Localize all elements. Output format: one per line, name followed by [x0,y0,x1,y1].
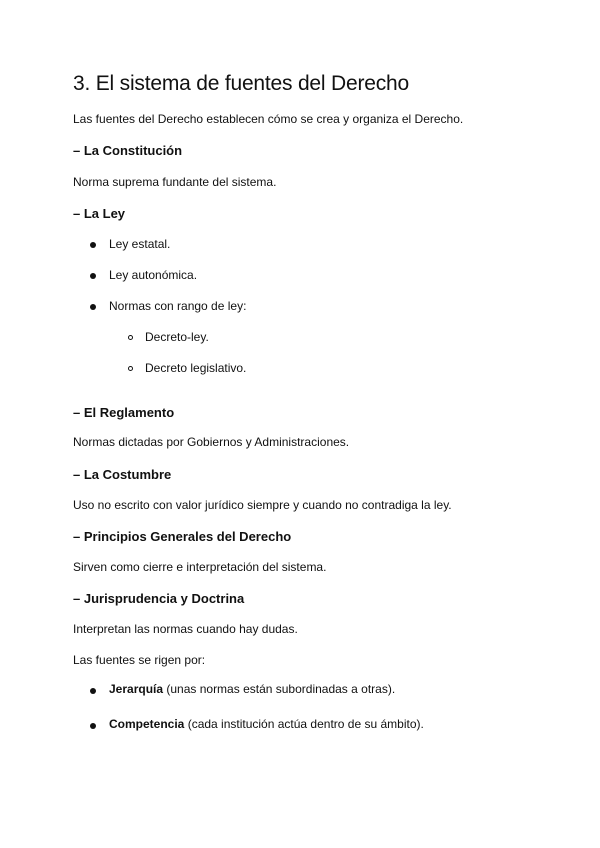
heading-ley: – La Ley [73,206,126,221]
list-item-competencia [109,717,424,731]
bullet-dot [90,688,96,694]
term-competencia: Competencia [109,717,185,731]
term-jerarquia: Jerarquía [109,682,164,696]
text-costumbre: Uso no escrito con valor jurídico siempre y cuando no contradiga la ley. [73,498,452,512]
list-item-ley-autonomica: Ley autonómica. [109,268,198,282]
text-principios: Sirven como cierre e interpretación del sistema. [73,560,327,574]
heading-costumbre: – La Costumbre [73,467,172,482]
desc-competencia: (cada institución actúa dentro de su ámbito). [184,717,424,731]
heading-jurisprudencia: – Jurisprudencia y Doctrina [73,591,245,606]
desc-jerarquia: (unas normas están subordinadas a otras). [163,682,396,696]
bullet-dot [90,723,96,729]
list-item-normas-rango-ley: Normas con rango de ley: [109,299,247,313]
text-constitucion: Norma suprema fundante del sistema. [73,175,277,189]
bullet-dot [90,242,96,248]
text-jurisprudencia: Interpretan las normas cuando hay dudas. [73,622,298,636]
heading-constitucion: – La Constitución [73,143,183,158]
list-item-jerarquia [109,682,395,696]
heading-principios: – Principios Generales del Derecho [73,529,292,544]
bullet-dot [90,273,96,279]
text-rigen: Las fuentes se rigen por: [73,653,206,667]
bullet-dot [90,304,96,310]
heading-reglamento: – El Reglamento [73,405,175,420]
list-item-ley-estatal: Ley estatal. [109,237,171,251]
page-title: 3. El sistema de fuentes del Derecho [73,72,409,95]
text-reglamento: Normas dictadas por Gobiernos y Administraciones. [73,435,350,449]
bullet-circle [128,335,133,340]
sublist-item-decreto-ley: Decreto-ley. [145,330,209,344]
sublist-item-decreto-legislativo: Decreto legislativo. [145,361,247,375]
intro-paragraph: Las fuentes del Derecho establecen cómo se crea y organiza el Derecho. [73,112,464,126]
bullet-circle [128,366,133,371]
